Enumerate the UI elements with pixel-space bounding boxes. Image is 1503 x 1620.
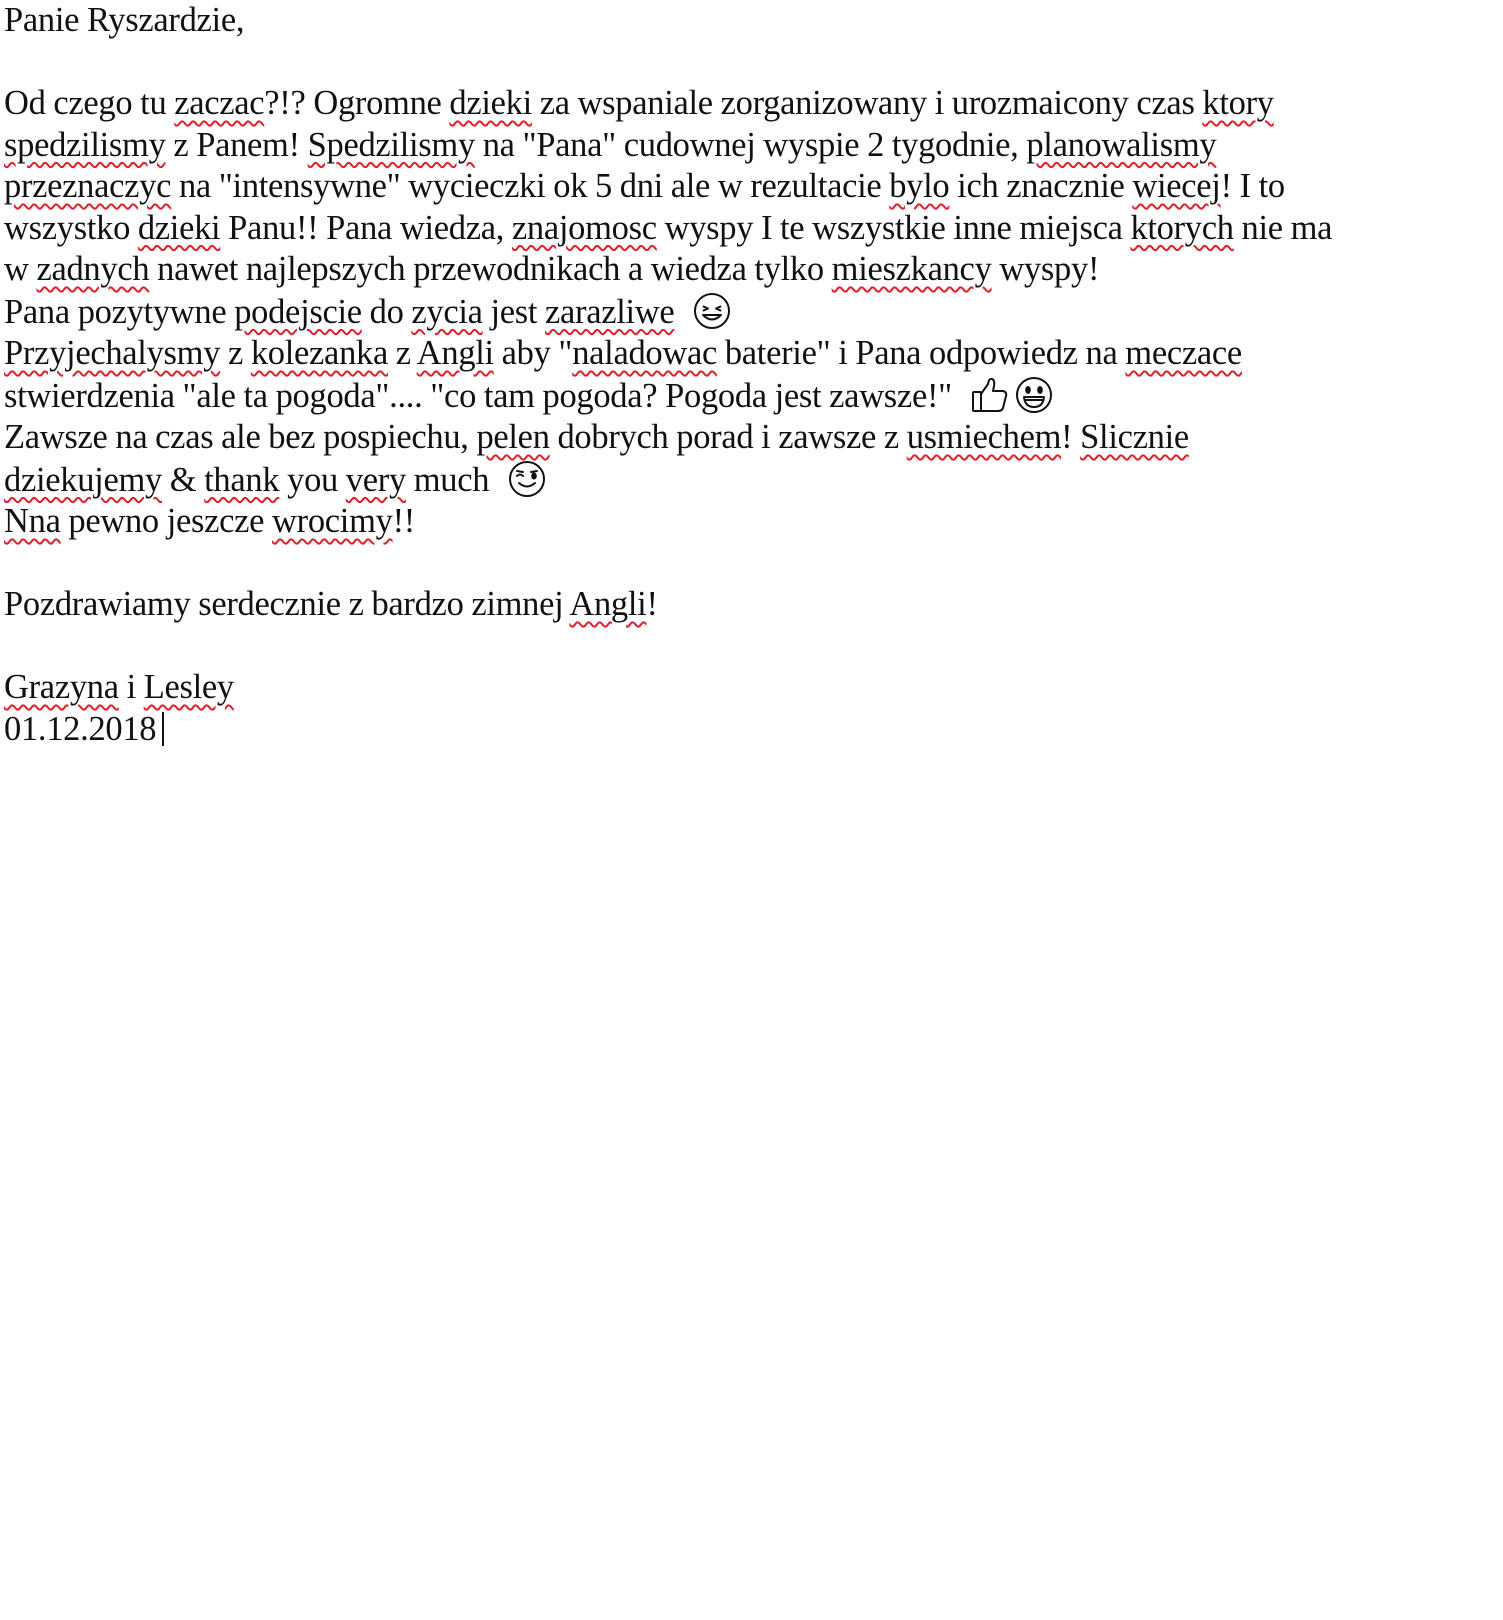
misspelled-word: wrocimy [272, 502, 393, 540]
misspelled-word: podejscie [234, 292, 362, 331]
paragraph-3-line-2 [4, 375, 1499, 418]
text-run: ! [646, 585, 658, 623]
text-run: wyspy! [991, 250, 1100, 288]
misspelled-word: mieszkancy [831, 250, 992, 288]
text-run: ! I to [1220, 167, 1285, 205]
text-run: Zawsze na czas ale bez pospiechu, [4, 418, 477, 456]
text-run: Pana pozytywne [4, 292, 235, 331]
text-run: you [279, 460, 346, 499]
text-run: dobrych porad i zawsze z [549, 418, 907, 456]
misspelled-word: Slicznie [1080, 418, 1189, 456]
text-run: & [161, 460, 205, 499]
paragraph-2-line-1 [4, 291, 1499, 334]
text-run: wszystko [4, 208, 138, 247]
paragraph-1-line-2 [4, 125, 1499, 167]
misspelled-word: Lesley [143, 668, 234, 706]
text-run: na "Pana" cudownej wyspie 2 tygodnie, [474, 125, 1027, 164]
text-run: do [361, 292, 412, 331]
text-run: ?!? Ogromne [264, 84, 450, 122]
misspelled-word: meczace [1125, 334, 1242, 372]
date-text: 01.12.2018 [4, 709, 157, 748]
paragraph-3-line-1 [4, 333, 1499, 375]
document-body[interactable] [4, 0, 1499, 750]
paragraph-1-line-4 [4, 208, 1499, 250]
misspelled-word: dzieki [137, 208, 221, 247]
misspelled-word: przeznaczyc [4, 167, 172, 205]
text-cursor [162, 712, 164, 746]
text-run: za wspaniale zorganizowany i urozmaicony czas [531, 84, 1203, 122]
misspelled-word: bylo [889, 167, 950, 205]
misspelled-word: zycia [411, 292, 483, 331]
text-run: nawet najlepszych przewodnikach a wiedza tylko [149, 250, 832, 288]
text-run: wyspy I te wszystkie inne miejsca [656, 208, 1131, 247]
text-run: ! [1061, 418, 1081, 456]
misspelled-word: ktory [1202, 84, 1274, 122]
misspelled-word: dzieki [449, 84, 532, 122]
misspelled-word: ktorych [1130, 208, 1234, 247]
misspelled-word: Angli [416, 334, 494, 372]
paragraph-1-line-1 [4, 83, 1499, 125]
text-run: Od czego tu [4, 84, 175, 122]
blank-line [4, 626, 1499, 668]
winking-face-icon [507, 459, 547, 499]
text-run: baterie" i Pana odpowiedz na [717, 334, 1126, 372]
text-run: much [405, 460, 498, 499]
text-run: i [118, 668, 144, 706]
misspelled-word: planowalismy [1026, 125, 1217, 164]
text-run: Pozdrawiamy serdecznie z bardzo zimnej [4, 585, 570, 623]
paragraph-5-line-1 [4, 501, 1499, 543]
text-run: jest [482, 292, 545, 331]
paragraph-1-line-5 [4, 249, 1499, 291]
misspelled-word: zaczac [174, 84, 265, 122]
misspelled-word: Angli [569, 585, 647, 623]
paragraph-1-line-3 [4, 166, 1499, 208]
text-run: na "intensywne" wycieczki ok 5 dni ale w rezultacie [171, 167, 890, 205]
misspelled-word: spedzilismy [4, 125, 166, 164]
misspelled-word: Spedzilismy [307, 125, 475, 164]
misspelled-word: znajomosc [511, 208, 657, 247]
paragraph-4-line-2 [4, 459, 1499, 502]
text-run: z [387, 334, 417, 372]
text-run: nie ma [1233, 208, 1333, 247]
blank-line [4, 543, 1499, 585]
misspelled-word: zarazliwe [545, 292, 675, 331]
text-run [674, 293, 682, 331]
text-run: ich znacznie [949, 167, 1133, 205]
blank-line [4, 42, 1499, 84]
greeting-line: Panie Ryszardzie, [4, 1, 245, 39]
signature-line [4, 667, 1499, 709]
misspelled-word: usmiechem [906, 418, 1062, 456]
misspelled-word: thank [204, 460, 280, 499]
date-line [4, 709, 1499, 751]
misspelled-word: Nna [4, 502, 61, 540]
text-run: pewno jeszcze [60, 502, 273, 540]
text-run: Panu!! Pana wiedza, [220, 208, 512, 247]
grinning-face-icon [1014, 375, 1054, 415]
misspelled-word: Grazyna [4, 668, 119, 706]
misspelled-word: Przyjechalysmy [4, 334, 221, 372]
misspelled-word: zadnych [36, 250, 150, 288]
smiling-squinting-face-icon [692, 291, 732, 331]
misspelled-word: pelen [476, 418, 550, 456]
misspelled-word: naladowac [572, 334, 718, 372]
misspelled-word: dziekujemy [4, 460, 162, 499]
text-run: !! [392, 502, 415, 540]
paragraph-4-line-1 [4, 417, 1499, 459]
text-run: z [220, 334, 251, 372]
closing-line [4, 584, 1499, 626]
misspelled-word: kolezanka [250, 334, 388, 372]
misspelled-word: wiecej [1132, 167, 1221, 205]
text-run: w [4, 250, 37, 288]
misspelled-word: very [345, 460, 406, 499]
text-run: stwierdzenia "ale ta pogoda".... "co tam pogoda? Pogoda jest zawsze!" [4, 376, 960, 415]
text-run: aby " [493, 334, 573, 372]
thumbs-up-icon [970, 375, 1010, 415]
text-run: z Panem! [165, 125, 308, 164]
